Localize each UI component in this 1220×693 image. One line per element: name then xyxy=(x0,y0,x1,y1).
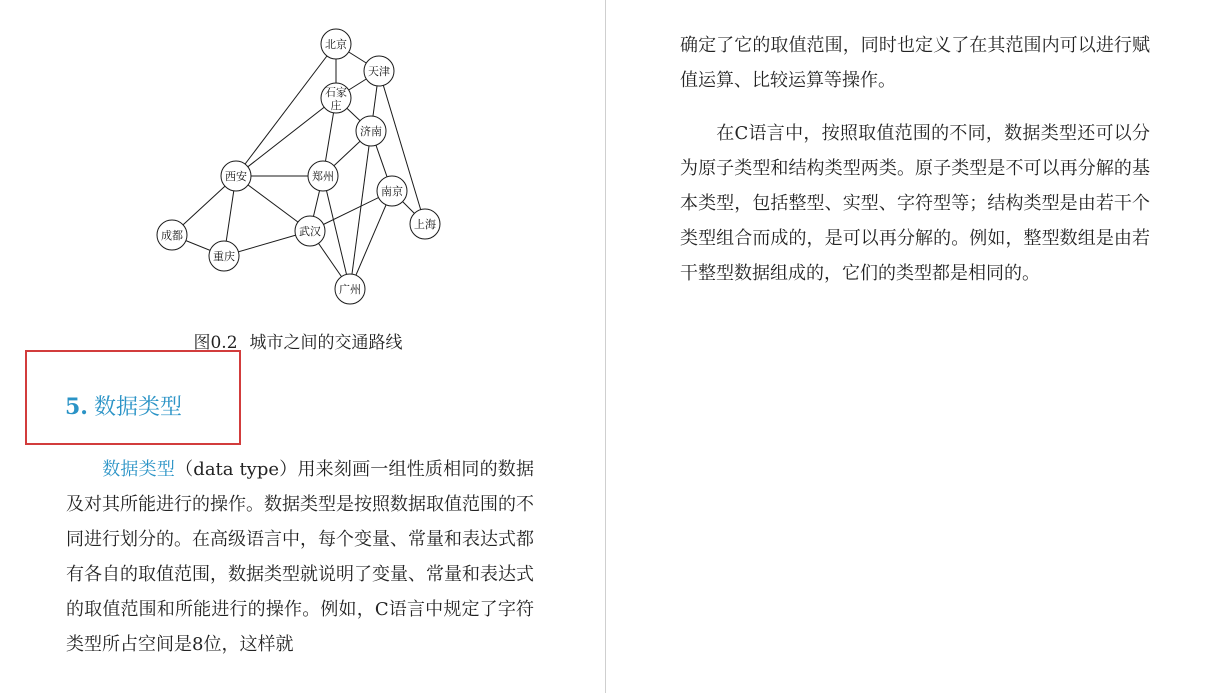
node-tianjin xyxy=(364,56,394,86)
body-paragraph-continued: 确定了它的取值范围，同时也定义了在其范围内可以进行赋值运算、比较运算等操作。 xyxy=(680,35,1150,91)
figure-caption-text: 城市之间的交通路线 xyxy=(249,333,403,353)
node-label-xian: 西安 xyxy=(225,170,247,183)
node-label-beijing: 北京 xyxy=(325,38,347,51)
node-label-chengdu: 成都 xyxy=(161,229,183,242)
node-chengdu xyxy=(157,220,187,250)
paragraph-text: （data type）用来刻画一组性质相同的数据及对其所能进行的操作。数据类型是按照数据取值范围的不同进行划分的。在高级语言中，每个变量、常量和表达式都有各自的取值范围，数据类型就说明了变量、常量和表达式的取值范围和所能进行的操作。例如，C语言中规定了字符类型所占空间是8位，这样就 xyxy=(66,459,534,655)
node-guangzhou xyxy=(335,274,365,304)
node-nanjing xyxy=(377,176,407,206)
node-label-wuhan: 武汉 xyxy=(299,225,321,238)
node-xian xyxy=(221,161,251,191)
node-label-shijiazhuang-line1: 石家 xyxy=(325,86,347,99)
node-label-jinan: 济南 xyxy=(360,125,382,138)
right-page xyxy=(606,0,1220,693)
section-heading xyxy=(65,390,182,421)
node-label-tianjin: 天津 xyxy=(368,65,390,78)
node-beijing xyxy=(321,29,351,59)
node-label-nanjing: 南京 xyxy=(381,185,403,198)
section-title: 数据类型 xyxy=(93,395,182,420)
node-shanghai xyxy=(410,209,440,239)
node-label-chongqing: 重庆 xyxy=(213,250,235,263)
figure-caption-number: 图0.2 xyxy=(193,333,238,353)
node-wuhan xyxy=(295,216,325,246)
city-traffic-graph-figure xyxy=(150,22,450,312)
section-number: 5. xyxy=(65,394,88,420)
term-data-type: 数据类型 xyxy=(102,459,176,480)
body-paragraph-atomic-structured xyxy=(680,116,1150,291)
node-label-shanghai: 上海 xyxy=(414,218,436,231)
node-zhengzhou xyxy=(308,161,338,191)
paragraph-text: 在C语言中，按照取值范围的不同，数据类型还可以分为原子类型和结构类型两类。原子类型是不可以再分解的基本类型，包括整型、实型、字符型等；结构类型是由若干个类型组合而成的，是可以再分解的。例如，整型数组是由若干整型数据组成的，它们的类型都是相同的。 xyxy=(680,123,1150,284)
body-paragraph-data-type xyxy=(66,452,534,662)
node-jinan xyxy=(356,116,386,146)
node-chongqing xyxy=(209,241,239,271)
node-shijiazhuang xyxy=(321,83,351,113)
node-label-guangzhou: 广州 xyxy=(339,283,361,296)
node-label-shijiazhuang-line2: 庄 xyxy=(330,99,342,112)
graph-nodes xyxy=(157,29,440,304)
node-label-zhengzhou: 郑州 xyxy=(312,170,334,183)
city-graph-svg xyxy=(150,22,450,312)
edge-zhengzhou-guangzhou xyxy=(323,176,350,289)
